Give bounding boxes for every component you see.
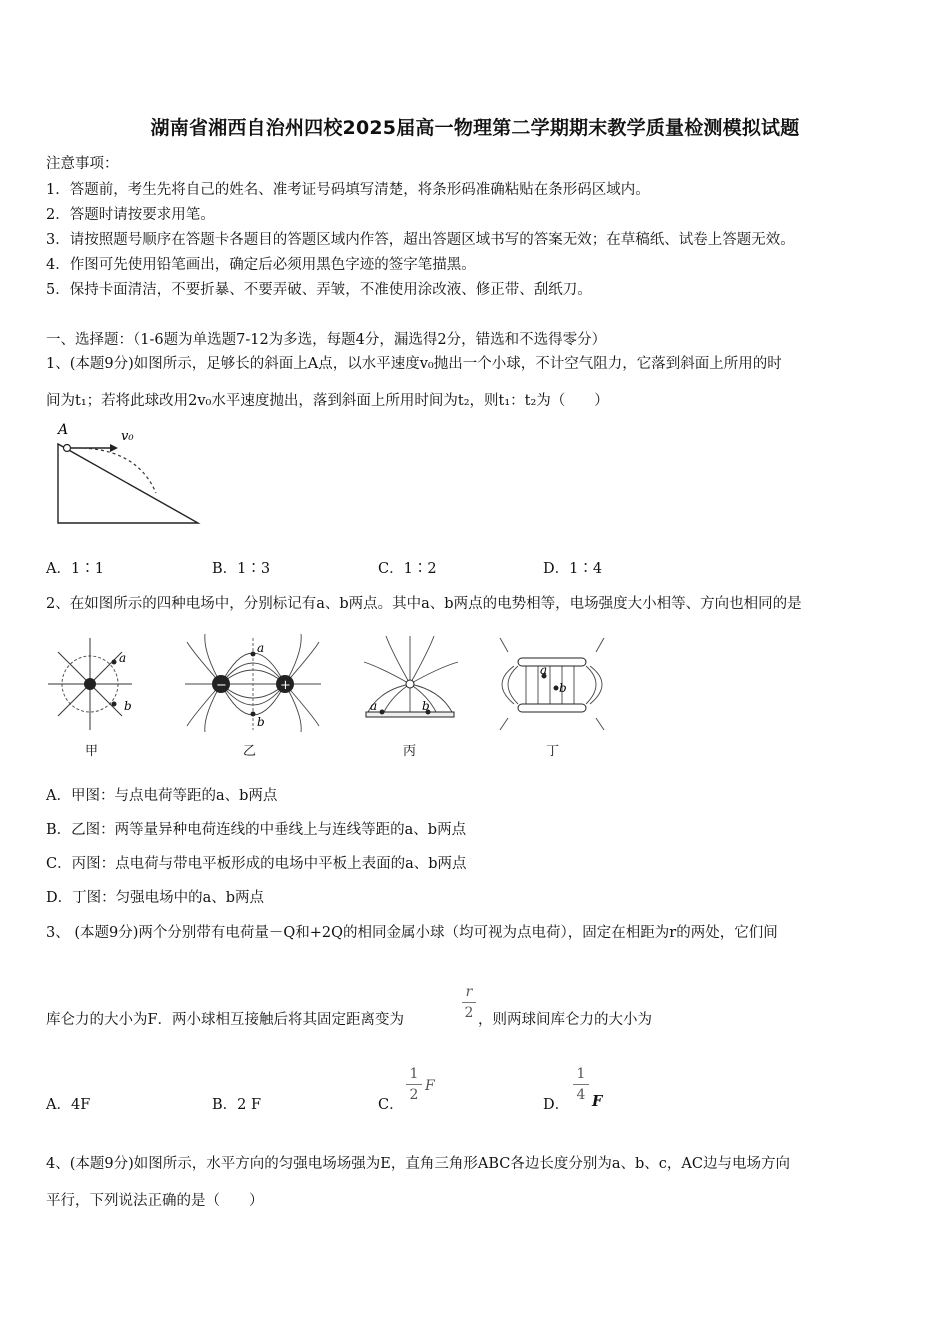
- svg-text:a: a: [370, 699, 378, 713]
- svg-text:a: a: [119, 651, 127, 665]
- fig-label-ding: 丁: [546, 744, 560, 759]
- svg-text:b: b: [257, 715, 265, 729]
- q2-stem: 2、在如图所示的四种电场中，分别标记有a、b两点。其中a、b两点的电势相等，电场强度大小相等、方向也相同的是: [46, 596, 802, 612]
- q1-stem-line2: 间为t₁；若将此球改用2v₀水平速度抛出，落到斜面上所用时间为t₂，则t₁：t₂为（ ）: [46, 393, 609, 409]
- q2-figure-bing: [362, 632, 462, 732]
- q3-option-a[interactable]: A．4F: [46, 1097, 91, 1113]
- q3-stem-line2-end: ，则两球间库仑力的大小为: [478, 1012, 652, 1028]
- q3-option-b[interactable]: B．2 F: [212, 1097, 262, 1113]
- q1-point-label: A: [58, 422, 69, 438]
- q2-option-c[interactable]: C．丙图：点电荷与带电平板形成的电场中平板上表面的a、b两点: [46, 856, 467, 872]
- notice-item: 5．保持卡面清洁，不要折暴、不要弄破、弄皱，不准使用涂改液、修正带、刮纸刀。: [46, 282, 592, 298]
- q2-figure-ding: [496, 632, 608, 732]
- q1-option-b[interactable]: B．1∶3: [212, 561, 271, 577]
- q2-option-a[interactable]: A．甲图：与点电荷等距的a、b两点: [46, 788, 278, 804]
- svg-text:b: b: [422, 699, 430, 713]
- q1-option-c[interactable]: C．1∶2: [378, 561, 437, 577]
- svg-text:a: a: [540, 663, 548, 677]
- ball-icon: [64, 445, 71, 452]
- q3-stem-line1: 3、 (本题9分)两个分别带有电荷量－Q和+2Q的相同金属小球（均可视为点电荷），固定在相距为r的两处，它们间: [46, 925, 778, 941]
- charged-plate: [366, 712, 454, 717]
- lower-plate: [518, 704, 586, 712]
- svg-text:b: b: [124, 699, 132, 713]
- section-heading: 一、选择题：（1-6题为单选题7-12为多选，每题4分，漏选得2分，错选和不选得零分）: [46, 332, 607, 348]
- arrow-head-icon: [110, 444, 118, 452]
- q4-stem-line2: 平行，下列说法正确的是（ ）: [46, 1193, 264, 1209]
- q3-option-d-fraction: 1 4: [573, 1066, 589, 1103]
- trajectory-path: [71, 448, 156, 493]
- q3-distance-fraction: r 2: [462, 984, 476, 1021]
- q1-velocity-label: v₀: [121, 429, 134, 444]
- notice-item: 1．答题前，考生先将自己的姓名、准考证号码填写清楚，将条形码准确粘贴在条形码区域内。: [46, 182, 650, 198]
- fig-label-jia: 甲: [85, 744, 99, 759]
- q3-option-d[interactable]: D．: [543, 1097, 570, 1113]
- page-title: 湖南省湘西自治州四校2025届高一物理第二学期期末教学质量检测模拟试题: [150, 117, 800, 139]
- q4-stem-line1: 4、(本题9分)如图所示，水平方向的匀强电场场强为E，直角三角形ABC各边长度分别为a、b、c，AC边与电场方向: [46, 1156, 790, 1172]
- notice-item: 3．请按照题号顺序在答题卡各题目的答题区域内作答，超出答题区域书写的答案无效；在草稿纸、试卷上答题无效。: [46, 232, 795, 248]
- q1-option-a[interactable]: A．1∶1: [46, 561, 104, 577]
- q2-figure-jia: [48, 632, 138, 732]
- svg-text:−: −: [216, 678, 227, 693]
- q1-option-d[interactable]: D．1∶4: [543, 561, 603, 577]
- fig-label-bing: 丙: [403, 744, 417, 759]
- q1-incline-figure: [46, 418, 211, 530]
- svg-text:a: a: [257, 641, 265, 655]
- notice-item: 2．答题时请按要求用笔。: [46, 207, 215, 223]
- q3-stem-line2-start: 库仑力的大小为F．两小球相互接触后将其固定距离变为: [46, 1012, 405, 1028]
- upper-plate: [518, 658, 586, 666]
- svg-text:+: +: [280, 678, 291, 693]
- q3-option-c[interactable]: C．: [378, 1097, 404, 1113]
- q3-option-c-var: F: [425, 1078, 435, 1094]
- incline-triangle: [58, 444, 198, 523]
- point-charge-icon: [84, 678, 96, 690]
- svg-text:b: b: [559, 681, 567, 695]
- q3-option-d-var: F: [592, 1093, 603, 1110]
- q1-stem-line1: 1、(本题9分)如图所示，足够长的斜面上A点，以水平速度v₀抛出一个小球，不计空气阻力，它落到斜面上所用的时: [46, 356, 782, 372]
- q2-option-d[interactable]: D．丁图：匀强电场中的a、b两点: [46, 890, 265, 906]
- fig-label-yi: 乙: [243, 744, 257, 759]
- q2-option-b[interactable]: B．乙图：两等量异种电荷连线的中垂线上与连线等距的a、b两点: [46, 822, 467, 838]
- notice-heading: 注意事项：: [46, 156, 119, 172]
- notice-item: 4．作图可先使用铅笔画出，确定后必须用黑色字迹的签字笔描黑。: [46, 257, 476, 273]
- q3-option-c-fraction: 1 2: [406, 1066, 422, 1103]
- q2-figure-yi: [183, 632, 323, 732]
